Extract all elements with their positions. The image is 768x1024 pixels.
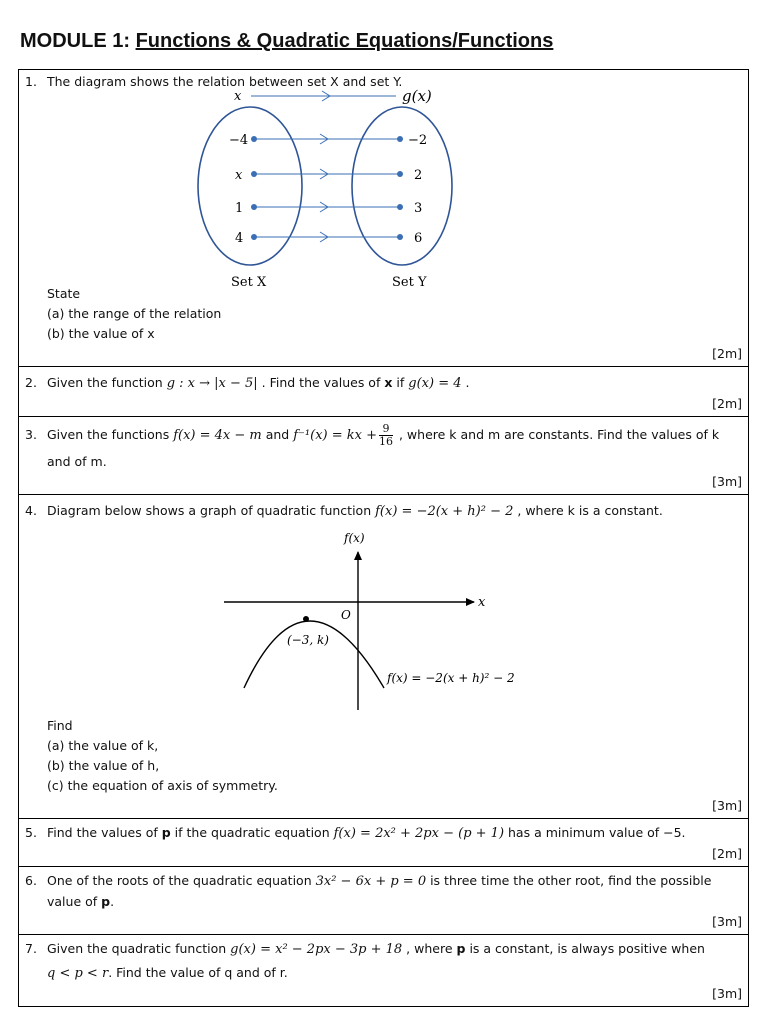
question-4 [19, 495, 749, 819]
q4-marks: [3m] [712, 798, 742, 813]
q3-fraction-denominator: 16 [379, 435, 393, 448]
q4-text: Diagram below shows a graph of quadratic function [47, 503, 372, 518]
q5-text-post: has a minimum value of −5. [508, 825, 686, 840]
q4-find: Find [47, 718, 73, 733]
q7-marks: [3m] [712, 986, 742, 1001]
question-6 [19, 867, 749, 935]
module-label: MODULE 1: [20, 30, 130, 52]
q3-text-post: , where k and m are constants. Find the values of k [398, 427, 720, 442]
q1-arrow-to: g(x) [401, 88, 432, 105]
q4-parabola [244, 621, 384, 688]
q2-text-mid: . Find the values of [261, 375, 381, 390]
set-y-label: Set Y [391, 275, 427, 290]
q7-line2: . Find the value of q and of r. [108, 965, 288, 980]
q2-number: 2. [25, 375, 37, 390]
q1-part-a: (a) the range of the relation [47, 306, 222, 321]
q4-vertex-label: (−3, k) [286, 633, 329, 647]
set-x-element: x [234, 168, 242, 183]
q3-number: 3. [25, 427, 37, 442]
q6-text-post: is three time the other root, find the possible [430, 873, 712, 888]
q5-text: Find the values of [47, 825, 158, 840]
q2-variable: x [384, 375, 393, 390]
q4-x-axis-label: x [477, 595, 485, 610]
q3-line2: and of m. [47, 454, 107, 469]
q6-number: 6. [25, 873, 37, 888]
q2-text-if: if [396, 375, 405, 390]
q3-function-f: f(x) = 4x − m [173, 428, 262, 443]
q4-function: f(x) = −2(x + h)² − 2 [375, 504, 514, 519]
set-y-element: 6 [413, 231, 422, 246]
q3-text: Given the functions [47, 427, 170, 442]
question-1 [19, 70, 749, 367]
questions-table [18, 69, 749, 1007]
q7-variable: p [456, 941, 466, 956]
q1-text: The diagram shows the relation between set X and set Y. [47, 74, 403, 89]
q7-text-mid: , where [406, 941, 453, 956]
q1-arrow-from: x [233, 89, 241, 104]
q5-function: f(x) = 2x² + 2px − (p + 1) [333, 826, 505, 841]
q6-line2: value of [47, 894, 98, 909]
set-y-element: 2 [413, 168, 422, 183]
q7-text-post: is a constant, is always positive when [469, 941, 705, 956]
q3-fraction [379, 423, 393, 448]
q2-function: g : x → |x − 5| [166, 376, 258, 391]
set-y-ellipse [352, 107, 452, 265]
q2-text-end: . [465, 375, 470, 390]
q5-marks: [2m] [712, 846, 742, 861]
q3-text-and: and [265, 427, 290, 442]
module-subject: Functions & Quadratic Equations/Functions [135, 30, 554, 52]
q5-variable: p [161, 825, 171, 840]
set-x-ellipse [198, 107, 302, 265]
set-x-element: 1 [234, 201, 243, 216]
q4-y-axis-label: f(x) [343, 531, 365, 545]
page-title [20, 30, 553, 53]
set-x-element: −4 [228, 133, 248, 148]
q3-function-inverse: f⁻¹(x) = kx + [293, 428, 377, 443]
q5-text-mid: if the quadratic equation [174, 825, 330, 840]
q4-part-b: (b) the value of h, [47, 758, 160, 773]
q4-number: 4. [25, 503, 37, 518]
q3-marks: [3m] [712, 474, 742, 489]
question-2 [19, 367, 749, 417]
q6-variable: p [101, 894, 111, 909]
q1-marks: [2m] [712, 346, 742, 361]
q2-marks: [2m] [712, 396, 742, 411]
q7-inequality: q < p < r [47, 966, 109, 981]
set-y-element: −2 [407, 133, 427, 148]
question-5 [19, 819, 749, 867]
question-7 [19, 935, 749, 1007]
q6-equation: 3x² − 6x + p = 0 [315, 874, 427, 889]
q4-origin-label: O [340, 608, 351, 622]
q4-part-c: (c) the equation of axis of symmetry. [47, 778, 278, 793]
q6-line2-end: . [110, 894, 115, 909]
q4-part-a: (a) the value of k, [47, 738, 159, 753]
q4-text-post: , where k is a constant. [517, 503, 663, 518]
q6-marks: [3m] [712, 914, 742, 929]
q2-condition: g(x) = 4 [408, 376, 462, 391]
question-3 [19, 417, 749, 495]
q4-curve-label: f(x) = −2(x + h)² − 2 [386, 671, 515, 685]
q7-text: Given the quadratic function [47, 941, 227, 956]
q1-part-b: (b) the value of x [47, 326, 155, 341]
q7-number: 7. [25, 941, 37, 956]
q3-fraction-numerator: 9 [379, 423, 393, 436]
q1-state: State [47, 286, 81, 301]
q6-text: One of the roots of the quadratic equation [47, 873, 312, 888]
set-y-element: 3 [413, 201, 422, 216]
set-x-element: 4 [234, 231, 243, 246]
q5-number: 5. [25, 825, 37, 840]
q1-arrow-diagram [174, 88, 594, 298]
q1-number: 1. [25, 74, 37, 89]
set-x-label: Set X [230, 275, 266, 290]
q7-function: g(x) = x² − 2px − 3p + 18 [230, 942, 403, 957]
q4-graph [224, 524, 544, 714]
q4-vertex-point [303, 616, 309, 622]
q2-text: Given the function [47, 375, 163, 390]
